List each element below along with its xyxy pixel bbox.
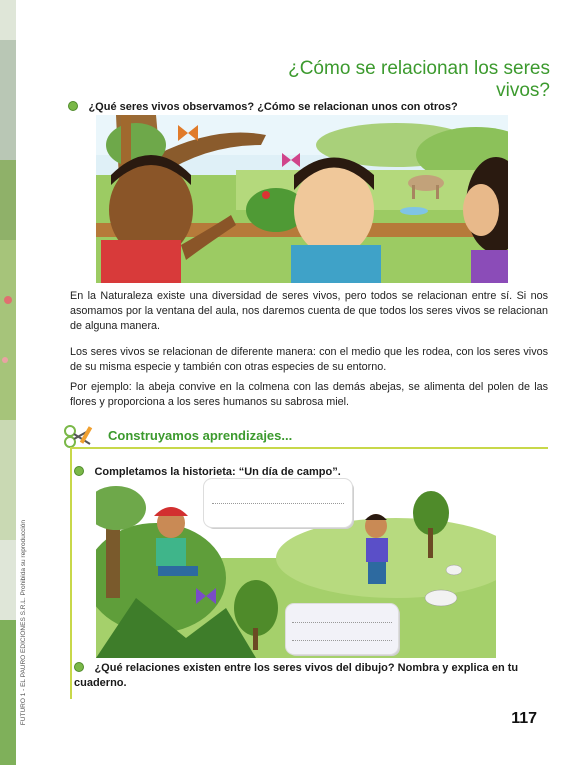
bullet-icon (74, 466, 84, 476)
bullet-icon (68, 101, 78, 111)
page-title: ¿Cómo se relacionan los seres vivos? (288, 58, 550, 101)
task-2 (74, 660, 548, 690)
speech-bubble-top[interactable] (204, 479, 352, 527)
bullet-icon (74, 662, 84, 672)
paragraph-1: En la Naturaleza existe una diversidad de seres vivos, pero todos se relacionan entre sí. Si nos asomamos por la ventana del aula, nos daremos cuenta de que todos los seres vivos se relacionan de alguna manera. (70, 290, 548, 332)
section-divider (70, 447, 548, 449)
section-vertical-rule (70, 449, 72, 699)
write-line[interactable] (292, 640, 392, 641)
question-1 (68, 97, 548, 115)
question-1-text: ¿Qué seres vivos observamos? ¿Cómo se relacionan unos con otros? (88, 101, 458, 113)
write-line[interactable] (292, 622, 392, 623)
paragraph-2: Los seres vivos se relacionan de diferente manera: con el medio que les rodea, con los seres vivos de su misma especie y también con otras especies de su entorno. (70, 346, 548, 373)
task-2-text: ¿Qué relaciones existen entre los seres vivos del dibujo? Nombra y explica en tu cuaderno. (74, 662, 519, 689)
write-line[interactable] (212, 503, 344, 504)
copyright-side-text: FUTURO 1 - EL PAURO EDICIONES S.R.L. Prohibida su reproducción (20, 520, 27, 726)
left-edge-illustration (0, 0, 16, 765)
classroom-window-illustration (96, 115, 508, 283)
paragraph-3: Por ejemplo: la abeja convive en la colmena con las demás abejas, se alimenta del polen de las flores y proporciona a los seres humanos su sabrosa miel. (70, 381, 548, 408)
section-title: Construyamos aprendizajes... (108, 428, 293, 443)
speech-bubble-bottom[interactable] (286, 604, 398, 654)
page-number: 117 (511, 710, 537, 727)
task-1-text: Completamos la historieta: “Un día de campo”. (94, 466, 341, 478)
